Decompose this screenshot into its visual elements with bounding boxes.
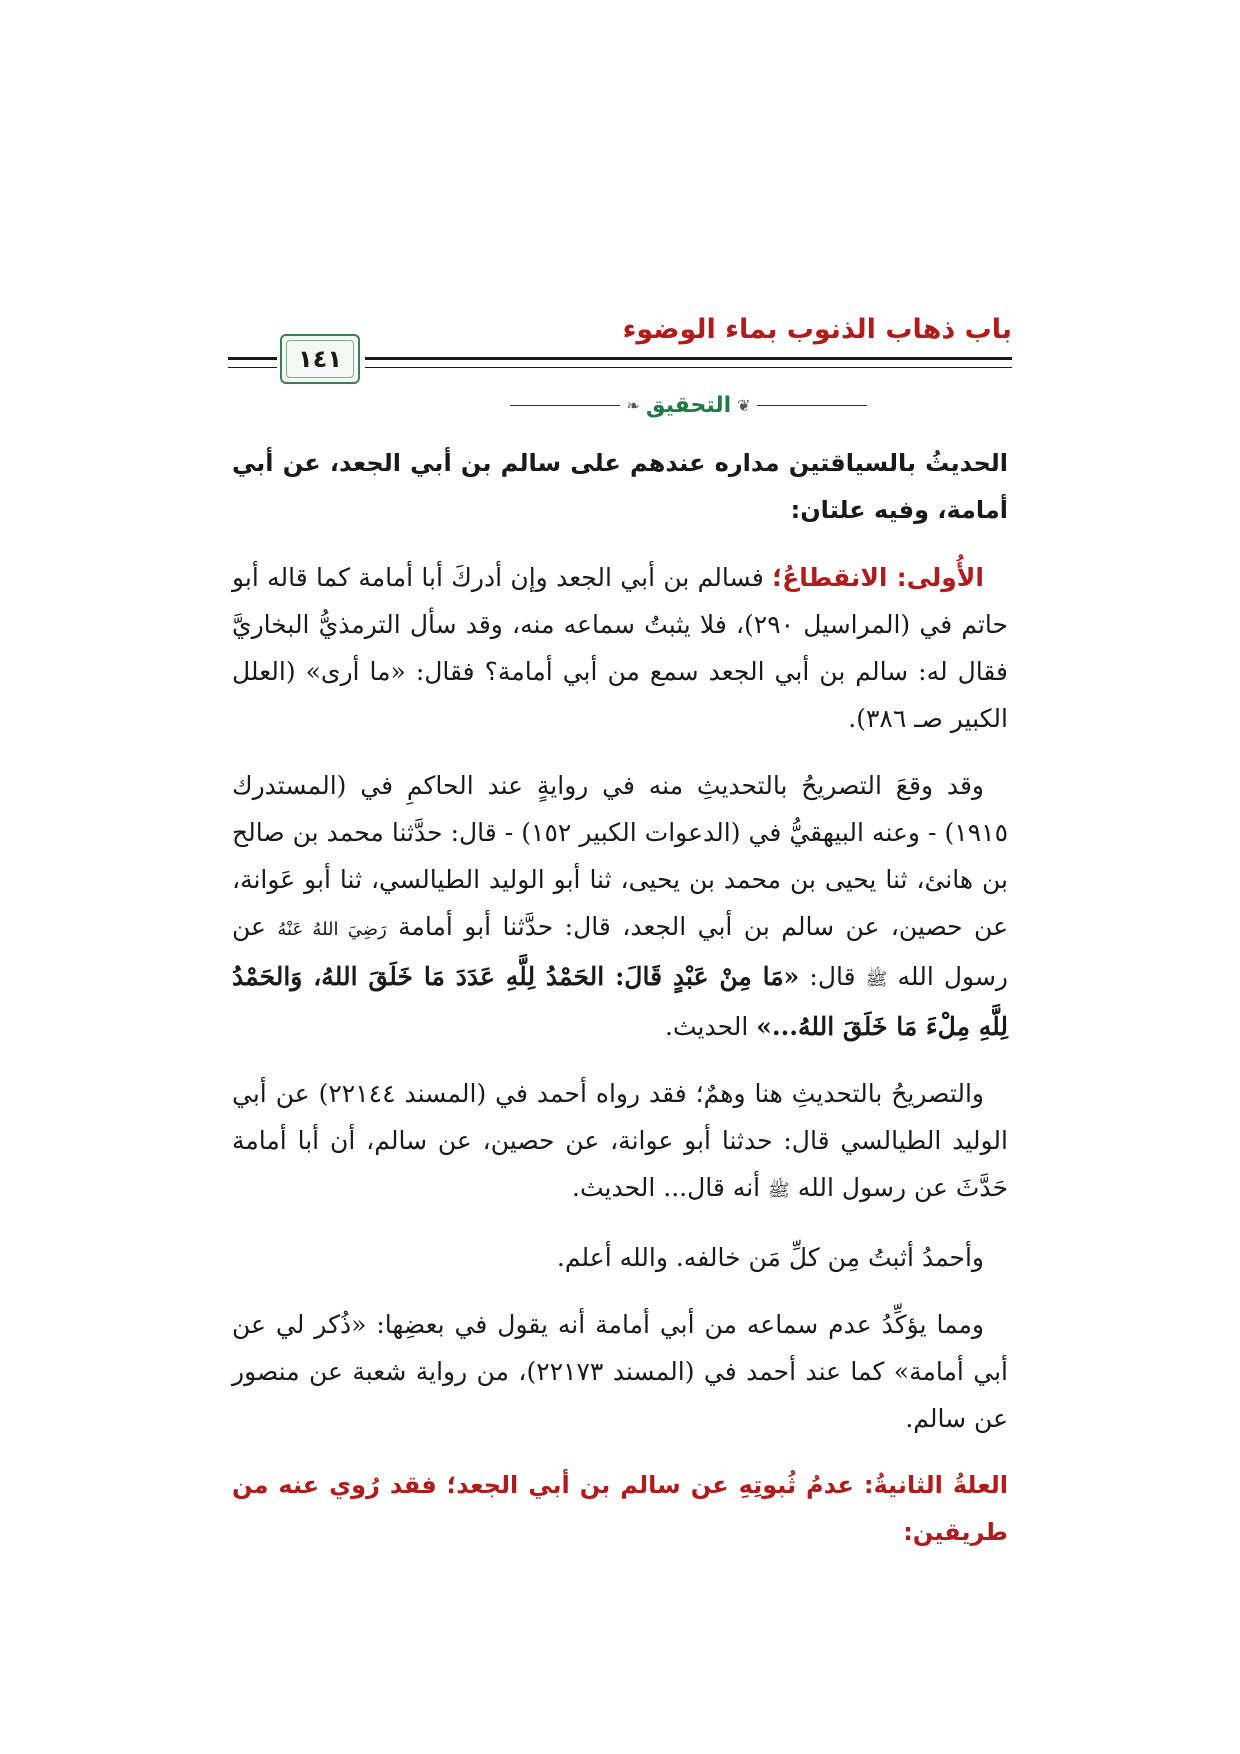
second-defect-heading: العلةُ الثانيةُ: عدمُ ثُبوتِهِ عن سالم بن أبي الجعد؛ فقد رُوي عنه من طريقين: xyxy=(232,1471,1008,1546)
header-rule-thick xyxy=(365,357,1012,360)
paragraph-first-defect xyxy=(232,554,1008,742)
ahmad-text-2: أنه قال... الحديث. xyxy=(572,1173,769,1202)
salawat-icon: ﷺ xyxy=(865,969,888,990)
header-rule-thin xyxy=(365,367,1012,368)
paragraph-ahmad-narration xyxy=(232,1070,1008,1214)
narration-text-3: قال: xyxy=(799,962,866,991)
paragraph-hakim-narration xyxy=(232,762,1008,1050)
running-title: باب ذهاب الذنوب بماء الوضوء xyxy=(622,314,1012,345)
radiallahu-anhu-icon: رَضِيَ اللهُ عَنْهُ xyxy=(277,919,387,940)
paragraph-confirmation: ومما يؤكِّدُ عدم سماعه من أبي أمامة أنه يقول في بعضِها: «ذُكر لي عن أبي أمامة» كما عند أحمد في (المسند ٢٢١٧٣)، من رواية شعبة عن منصور عن سالم. xyxy=(232,1310,1008,1433)
narration-text-4: الحديث. xyxy=(665,1012,757,1041)
ahmad-text: والتصريحُ بالتحديثِ هنا وهمٌ؛ فقد رواه أحمد في (المسند ٢٢١٤٤) عن أبي الوليد الطيالسي قال: حدثنا أبو عوانة، عن حصين، عن سالم، أن أبا أمامة حَدَّثَ عن رسول الله xyxy=(232,1079,1008,1202)
heading-line-right xyxy=(757,405,867,406)
salawat-icon: ﷺ xyxy=(768,1180,790,1201)
first-defect-text: فسالم بن أبي الجعد وإن أدركَ أبا أمامة كما قاله أبو حاتم في (المراسيل ٢٩٠)، فلا يثبتُ سماعه منه، وقد سأل الترمذيُّ البخاريَّ فقال له: سالم بن أبي الجعد سمع من أبي أمامة؟ فقال: «ما أرى» (العلل الكبير صـ ٣٨٦). xyxy=(232,563,1008,733)
section-heading xyxy=(365,390,1012,420)
paragraph-conclusion: وأحمدُ أثبتُ مِن كلِّ مَن خالفه. والله أعلم. xyxy=(556,1243,984,1272)
first-defect-term: الأُولى: الانقطاعُ؛ xyxy=(772,563,984,592)
hadith-quote: «مَا مِنْ عَبْدٍ قَالَ: الحَمْدُ لِلَّهِ عَدَدَ مَا خَلَقَ اللهُ، وَالحَمْدُ لِلَّهِ مِلْءَ مَا خَلَقَ اللهُ...» xyxy=(232,962,1008,1041)
narration-text: وقد وقعَ التصريحُ بالتحديثِ منه في روايةٍ عند الحاكمِ في (المستدرك ١٩١٥) - وعنه البيهقيُّ في (الدعوات الكبير ١٥٢) - قال: حدَّثنا محمد بن صالح بن هانئ، ثنا يحيى بن محمد بن يحيى، ثنا أبو الوليد الطيالسي، ثنا أبو عَوانة، عن حصين، عن سالم بن أبي الجعد، قال: حدَّثنا أبو أمامة xyxy=(232,771,1009,941)
narration-text-2: عن رسول الله xyxy=(232,912,1008,991)
header-rule-left-thick xyxy=(228,357,277,360)
section-title: التحقيق xyxy=(645,392,732,418)
header-rule-left-thin xyxy=(228,367,277,368)
main-text xyxy=(232,440,1008,1576)
paragraph-intro: الحديثُ بالسياقتين مداره عندهم على سالم بن أبي الجعد، عن أبي أمامة، وفيه علتان: xyxy=(232,449,1008,524)
ornament-icon: ❧ xyxy=(626,395,640,415)
heading-line-left xyxy=(510,405,620,406)
ornament-icon: ❦ xyxy=(737,395,751,415)
page-number-badge xyxy=(280,334,360,384)
page-number: ١٤١ xyxy=(298,345,342,373)
